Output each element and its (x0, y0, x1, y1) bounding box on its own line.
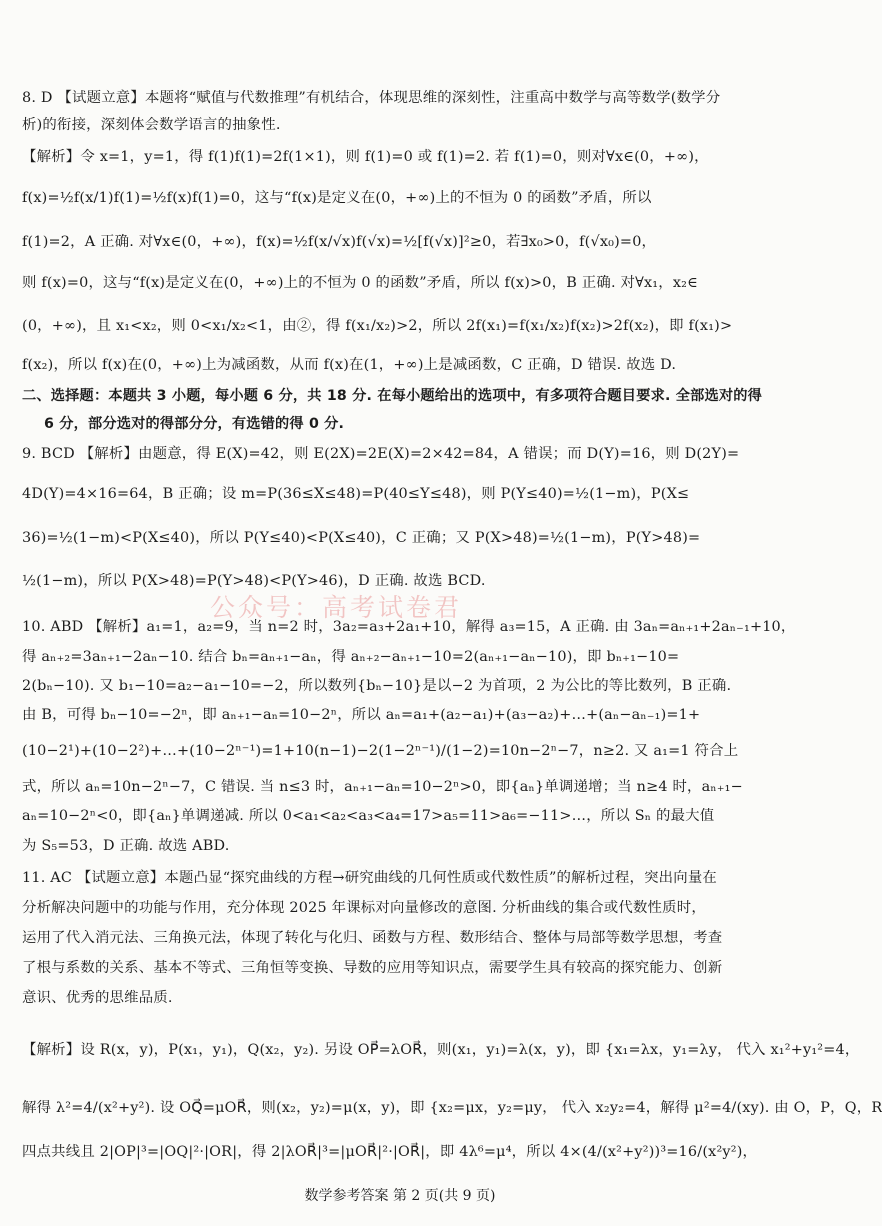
q11-line-6: 【解析】设 R(x，y)，P(x₁，y₁)，Q(x₂，y₂). 另设 OP⃗=λOR⃗，则(x₁，y₁)=λ(x，y)，即 {x₁=λx，y₁=λy， 代入 x₁²+y₁²=4， (22, 1042, 860, 1058)
q9-line-1: 9. BCD 【解析】由题意，得 E(X)=42，则 E(2X)=2E(X)=2×42=84，A 错误；而 D(Y)=16，则 D(2Y)= (22, 446, 740, 462)
q10-line-3: 2(bₙ−10). 又 b₁−10=a₂−a₁−10=−2，所以数列{bₙ−10}是以−2 为首项，2 为公比的等比数列，B 正确. (22, 678, 732, 694)
section-2-heading: 二、选择题：本题共 3 小题，每小题 6 分，共 18 分. 在每小题给出的选项中，有多项符合题目要求. 全部选对的得 (22, 388, 763, 404)
q8-line-5: f(1)=2，A 正确. 对∀x∈(0，+∞)，f(x)=½f(x/√x)f(√x)=½[f(√x)]²≥0，若∃x₀>0，f(√x₀)=0， (22, 234, 657, 250)
q8-line-1: 8. D 【试题立意】本题将“赋值与代数推理”有机结合，体现思维的深刻性，注重高中数学与高等数学(数学分 (22, 90, 721, 106)
q9-line-2: 4D(Y)=4×16=64，B 正确；设 m=P(36≤X≤48)=P(40≤Y≤48)，则 P(Y≤40)=½(1−m)，P(X≤ (22, 486, 690, 502)
q9-line-3: 36)=½(1−m)<P(X≤40)，所以 P(Y≤40)<P(X≤40)，C 正确；又 P(X>48)=½(1−m)，P(Y>48)= (22, 530, 701, 546)
q8-line-8: f(x₂)，所以 f(x)在(0，+∞)上为减函数，从而 f(x)在(1，+∞)上是减函数，C 正确，D 错误. 故选 D. (22, 357, 677, 373)
q11-line-8: 四点共线且 2|OP|³=|OQ|²·|OR|，得 2|λOR⃗|³=|μOR⃗|²·|OR⃗|，即 4λ⁶=μ⁴，所以 4×(4/(x²+y²))³=16/(x²y²)， (22, 1144, 758, 1160)
q10-line-5: (10−2¹)+(10−2²)+…+(10−2ⁿ⁻¹)=1+10(n−1)−2(1−2ⁿ⁻¹)/(1−2)=10n−2ⁿ−7，n≥2. 又 a₁=1 符合上 (22, 743, 739, 759)
page-footer: 数学参考答案 第 2 页(共 9 页) (304, 1188, 496, 1204)
q11-line-7: 解得 λ²=4/(x²+y²). 设 OQ⃗=μOR⃗，则(x₂，y₂)=μ(x，y)，即 {x₂=μx，y₂=μy， 代入 x₂y₂=4，解得 μ²=4/(xy). 由 O，P，Q，R (22, 1100, 882, 1116)
q11-line-1: 11. AC 【试题立意】本题凸显“探究曲线的方程→研究曲线的几何性质或代数性质”的解析过程，突出向量在 (22, 870, 718, 886)
q10-line-4: 由 B，可得 bₙ−10=−2ⁿ，即 aₙ₊₁−aₙ=10−2ⁿ，所以 aₙ=a₁+(a₂−a₁)+(a₃−a₂)+…+(aₙ−aₙ₋₁)=1+ (22, 707, 701, 723)
section-2-heading-cont: 6 分，部分选对的得部分分，有选错的得 0 分. (44, 416, 345, 432)
q11-line-4: 了根与系数的关系、基本不等式、三角恒等变换、导数的应用等知识点，需要学生具有较高的探究能力、创新 (22, 960, 723, 976)
watermark: 公众号：高考试卷君 (210, 593, 463, 622)
q11-line-2: 分析解决问题中的功能与作用，充分体现 2025 年课标对向量修改的意图. 分析曲线的集合或代数性质时， (22, 900, 706, 916)
q10-line-8: 为 S₅=53，D 正确. 故选 ABD. (22, 838, 230, 854)
q10-line-1: 10. ABD 【解析】a₁=1，a₂=9，当 n=2 时，3a₂=a₃+2a₁+10，解得 a₃=15，A 正确. 由 3aₙ=aₙ₊₁+2aₙ₋₁+10， (22, 619, 796, 635)
q8-line-7: (0，+∞)，且 x₁<x₂，则 0<x₁/x₂<1，由②，得 f(x₁/x₂)>2，所以 2f(x₁)=f(x₁/x₂)f(x₂)>2f(x₂)，即 f(x₁)> (22, 318, 733, 334)
q10-line-6: 式，所以 aₙ=10n−2ⁿ−7，C 错误. 当 n≤3 时，aₙ₊₁−aₙ=10−2ⁿ>0，即{aₙ}单调递增；当 n≥4 时，aₙ₊₁− (22, 779, 743, 795)
q8-line-2: 析)的衔接，深刻体会数学语言的抽象性. (22, 117, 281, 133)
q9-line-4: ½(1−m)，所以 P(X>48)=P(Y>48)<P(Y>46)，D 正确. 故选 BCD. (22, 573, 486, 589)
q8-line-3: 【解析】令 x=1，y=1，得 f(1)f(1)=2f(1×1)，则 f(1)=0 或 f(1)=2. 若 f(1)=0，则对∀x∈(0，+∞)， (22, 149, 709, 165)
q8-line-6: 则 f(x)=0，这与“f(x)是定义在(0，+∞)上的不恒为 0 的函数”矛盾，所以 f(x)>0，B 正确. 对∀x₁，x₂∈ (22, 275, 698, 291)
q8-line-4: f(x)=½f(x/1)f(1)=½f(x)f(1)=0，这与“f(x)是定义在(0，+∞)上的不恒为 0 的函数”矛盾，所以 (22, 190, 652, 206)
q11-line-5: 意识、优秀的思维品质. (22, 990, 173, 1006)
q10-line-2: 得 aₙ₊₂=3aₙ₊₁−2aₙ−10. 结合 bₙ=aₙ₊₁−aₙ，得 aₙ₊₂−aₙ₊₁−10=2(aₙ₊₁−aₙ−10)，即 bₙ₊₁−10= (22, 649, 680, 665)
q10-line-7: aₙ=10−2ⁿ<0，即{aₙ}单调递减. 所以 0<a₁<a₂<a₃<a₄=17>a₅=11>a₆=−11>…，所以 Sₙ 的最大值 (22, 808, 715, 824)
q11-line-3: 运用了代入消元法、三角换元法，体现了转化与化归、函数与方程、数形结合、整体与局部等数学思想，考查 (22, 930, 723, 946)
